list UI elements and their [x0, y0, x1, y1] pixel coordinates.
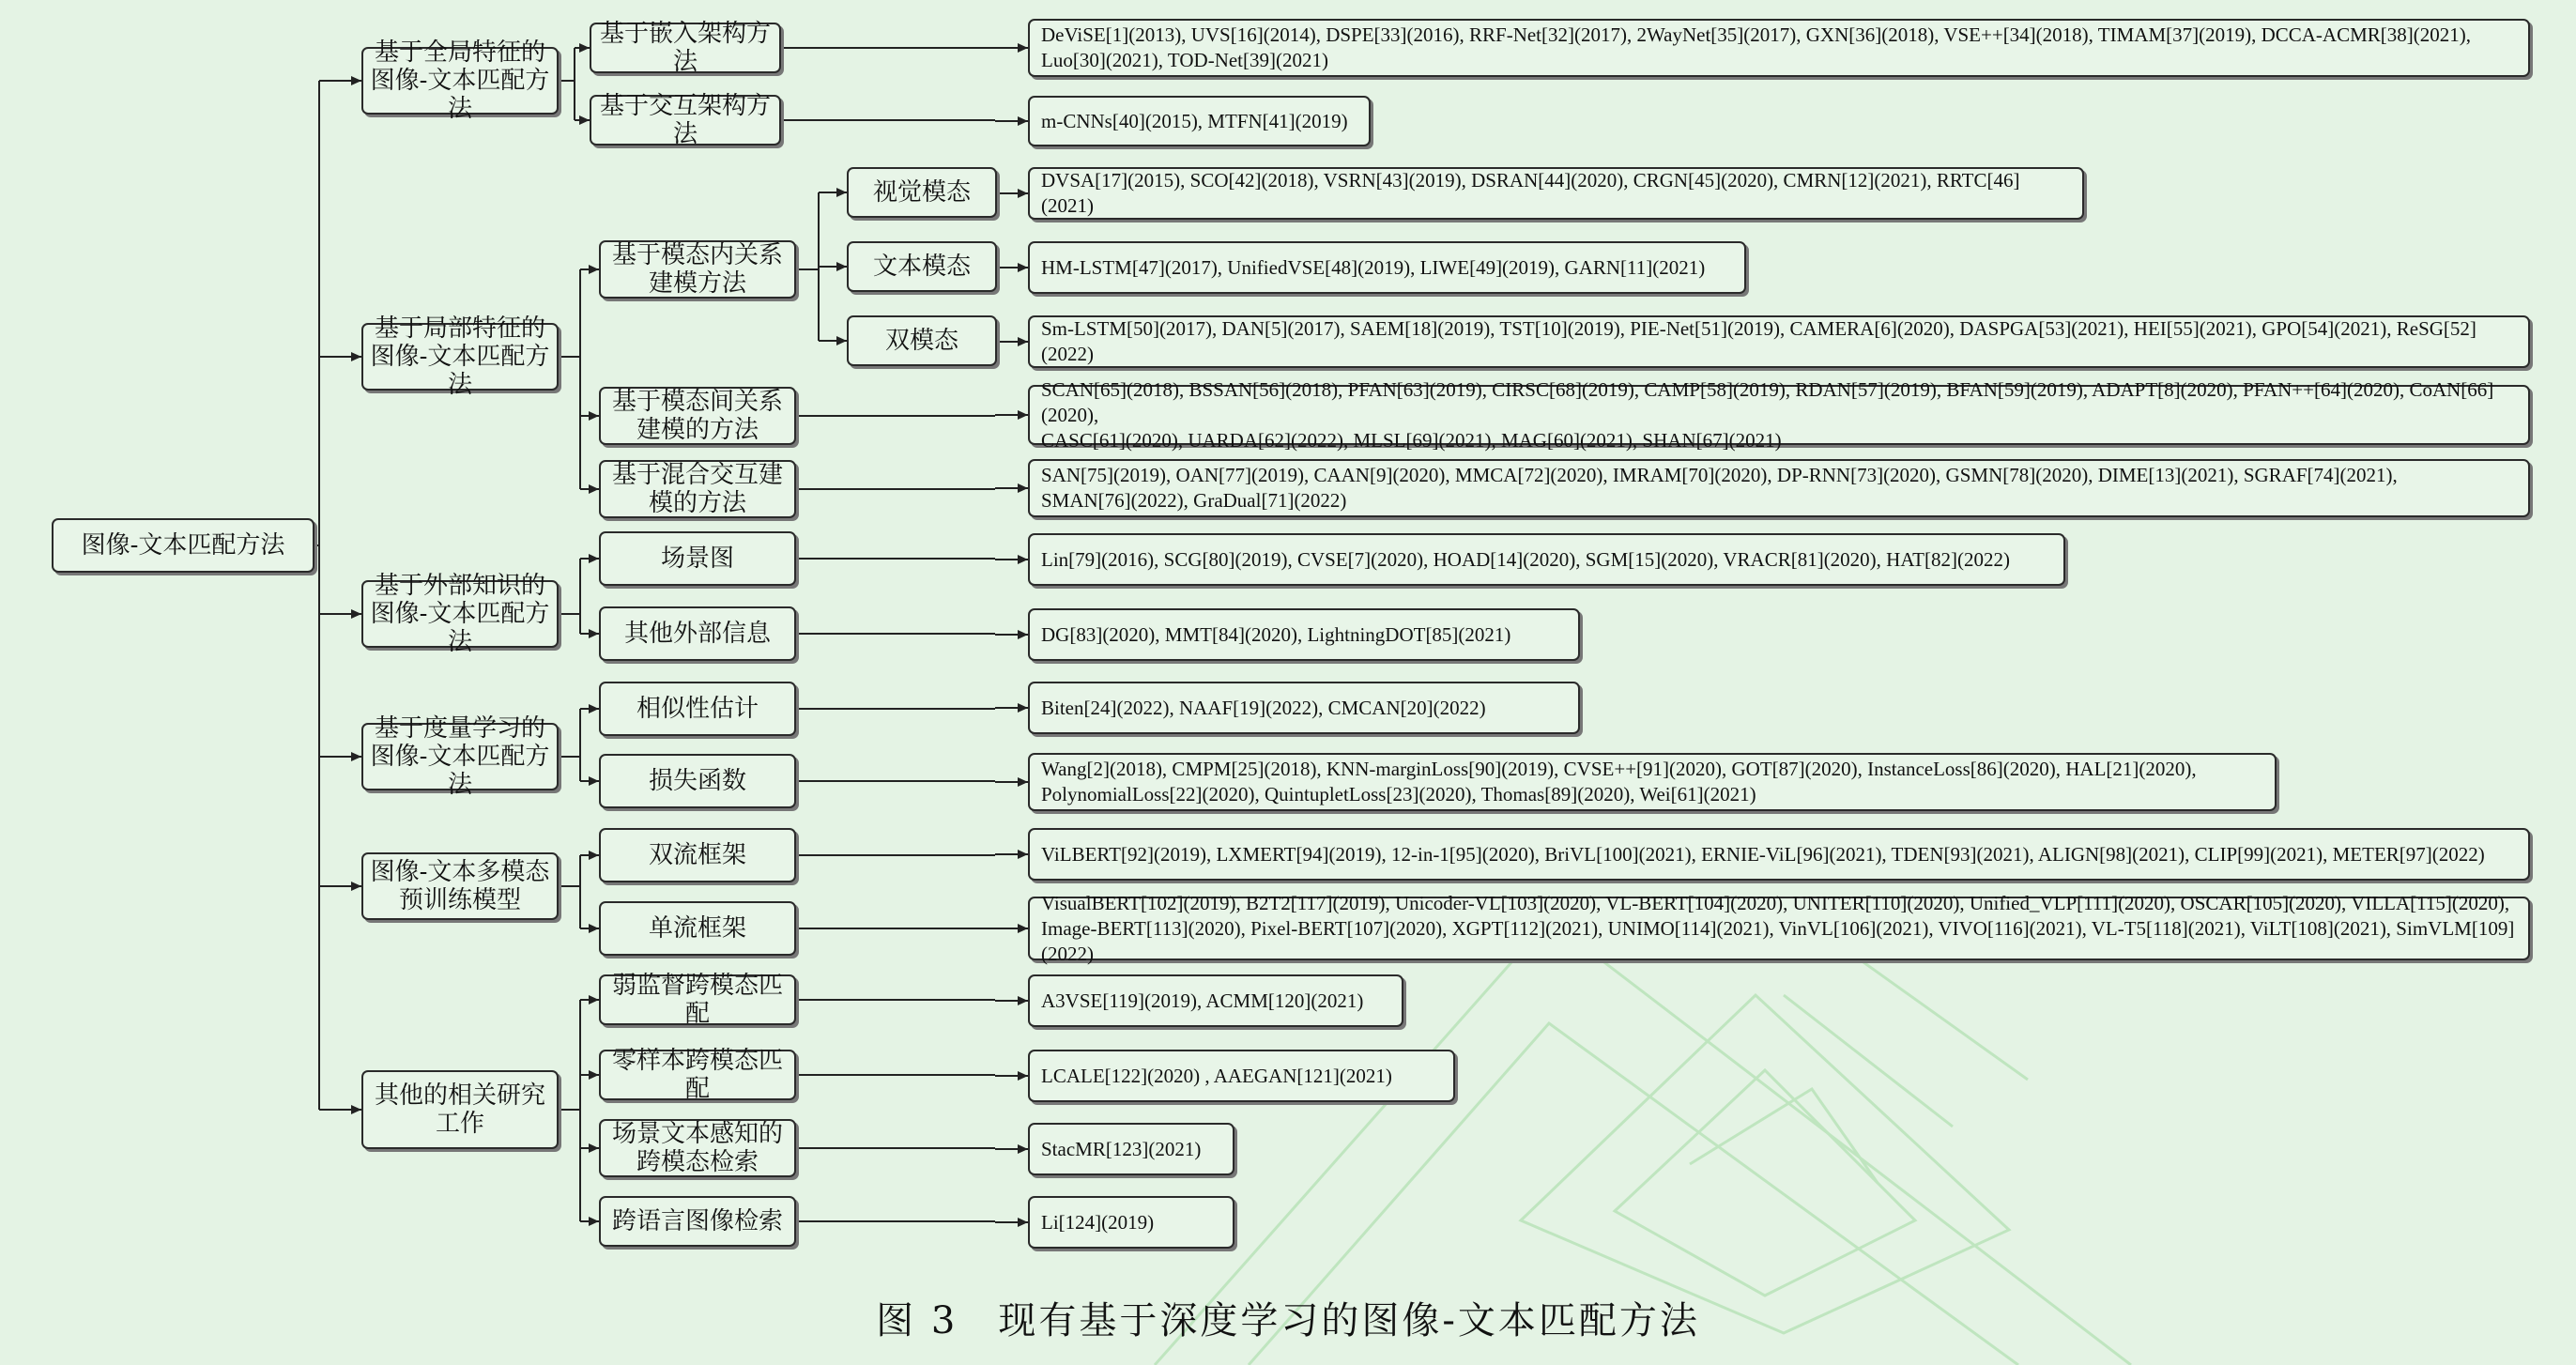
method-line: HM-LSTM[47](2017), UnifiedVSE[48](2019), LIWE[49](2019), GARN[11](2021) [1041, 255, 1706, 279]
method-line: DG[83](2020), MMT[84](2020), LightningDOT[85](2021) [1041, 622, 1511, 646]
arrowhead [1018, 410, 1028, 420]
method-line: Image-BERT[113](2020), Pixel-BERT[107](2020), XGPT[112](2021), UNIMO[114](2021), VinVL[106](2021), VIVO[116](2021), VL-T5[118](2021), ViLT[108](2021), SimVLM[109](2022) [1041, 916, 2515, 965]
method-line: Luo[30](2021), TOD-Net[39](2021) [1041, 49, 1328, 71]
arrowhead [579, 115, 590, 125]
method-line: DVSA[17](2015), SCO[42](2018), VSRN[43](2019), DSRAN[44](2020), CRGN[45](2020), CMRN[12](2021), RRTC[46](2021) [1041, 169, 2020, 217]
arrowhead [589, 1143, 599, 1153]
method-line: VisualBERT[102](2019), B2T2[117](2019), Unicoder-VL[103](2020), VL-BERT[104](2020), UNITER[110](2020), Unified_VLP[111](2020), OSCAR[105](2020), VILLA[115](2020), [1041, 891, 2510, 914]
arrowhead [1018, 116, 1028, 126]
method-line: StacMR[123](2021) [1041, 1137, 1202, 1160]
subcategory-label: 其他外部信息 [623, 620, 771, 648]
method-line: ViLBERT[92](2019), LXMERT[94](2019), 12-in-1[95](2020), BriVL[100](2021), ERNIE-ViL[96](2021), TDEN[93](2021), ALIGN[98](2021), CLIP[99](2021), METER[97](2022) [1041, 842, 2485, 866]
arrowhead [836, 262, 847, 271]
arrowhead [1018, 703, 1028, 713]
modality-text [847, 241, 997, 292]
category-metric-learning [361, 714, 559, 799]
subcategory-label: 弱监督跨模态匹配 [611, 972, 783, 1028]
arrowhead [1018, 850, 1028, 859]
method-line: Lin[79](2016), SCG[80](2019), CVSE[7](2020), HOAD[14](2020), SGM[15](2020), VRACR[81](2020), HAT[82](2022) [1041, 547, 2010, 571]
methods-scene-text [1028, 1123, 1234, 1175]
subcategory-label: 跨语言图像检索 [611, 1207, 783, 1235]
method-line: DeViSE[1](2013), UVS[16](2014), DSPE[33](2016), RRF-Net[32](2017), 2WayNet[35](2017), GXN[36](2018), VSE++[34](2018), TIMAM[37](2019), DCCA-ACMR[38](2021), [1041, 23, 2472, 46]
subcategory-label: 场景图 [660, 544, 734, 573]
figure-caption: 图 3 现有基于深度学习的图像-文本匹配方法 [876, 1299, 1700, 1342]
category-global-features [361, 38, 559, 123]
arrowhead [589, 851, 599, 860]
subcategory-label: 基于混合交互建模的方法 [611, 461, 783, 517]
arrowhead [1018, 924, 1028, 933]
arrowhead [589, 995, 599, 1005]
methods-loss [1028, 753, 2277, 811]
arrowhead [589, 265, 599, 274]
method-line: Sm-LSTM[50](2017), DAN[5](2017), SAEM[18](2019), TST[10](2019), PIE-Net[51](2019), CAMERA[6](2020), DASPGA[53](2021), HEI[55](2021), GPO[54](2021), ReSG[52](2022) [1041, 317, 2476, 365]
subcategory-label: 相似性估计 [636, 695, 759, 723]
arrowhead [589, 776, 599, 786]
root-node [52, 518, 314, 573]
arrowhead [1018, 555, 1028, 564]
subcategory-external-info [599, 606, 796, 661]
arrowhead [1018, 996, 1028, 1005]
arrowhead [836, 188, 847, 197]
methods-interaction [1028, 96, 1371, 146]
category-local-features [361, 314, 559, 399]
arrowhead [1018, 1071, 1028, 1081]
arrowhead [589, 704, 599, 713]
subcategory-single-stream [599, 901, 796, 956]
category-label: 基于全局特征的图像-文本匹配方法 [370, 38, 550, 123]
method-line: Biten[24](2022), NAAF[19](2022), CMCAN[20](2022) [1041, 696, 1486, 719]
arrowhead [351, 76, 361, 85]
arrowhead [836, 336, 847, 345]
subcategory-label: 场景文本感知的跨模态检索 [611, 1120, 783, 1176]
subcategory-scene-text [599, 1119, 796, 1177]
subcategory-loss [599, 754, 796, 808]
category-label: 基于外部知识的图像-文本匹配方法 [370, 572, 550, 656]
methods-embedding [1028, 19, 2530, 77]
method-line: SMAN[76](2022), GraDual[71](2022) [1041, 489, 1347, 512]
category-external-knowledge [361, 572, 559, 656]
modality-label: 视觉模态 [872, 178, 971, 207]
methods-inter-modal [1028, 377, 2530, 452]
method-line: LCALE[122](2020) , AAEGAN[121](2021) [1041, 1064, 1392, 1087]
arrowhead [1018, 1218, 1028, 1227]
arrowhead [589, 554, 599, 563]
subcategory-label: 基于模态间关系建模的方法 [611, 388, 783, 444]
arrowhead [579, 43, 590, 53]
methods-weak-supervision [1028, 974, 1403, 1027]
modality-bimodal [847, 315, 997, 366]
arrowhead [1018, 630, 1028, 639]
subcategory-weak-supervision [599, 972, 796, 1028]
arrowhead [351, 882, 361, 891]
arrowhead [1018, 43, 1028, 53]
root-label: 图像-文本匹配方法 [81, 531, 285, 560]
methods-bimodal [1028, 315, 2530, 368]
methods-text-modality [1028, 241, 1746, 294]
modality-label: 文本模态 [872, 253, 971, 281]
subcategory-label: 单流框架 [648, 914, 746, 943]
method-line: m-CNNs[40](2015), MTFN[41](2019) [1041, 109, 1348, 132]
arrowhead [589, 629, 599, 638]
category-label: 基于局部特征的图像-文本匹配方法 [370, 314, 550, 399]
subcategory-dual-stream [599, 828, 796, 882]
modality-label: 双模态 [884, 327, 958, 355]
method-line: Li[124](2019) [1041, 1210, 1155, 1234]
method-line: SCAN[65](2018), BSSAN[56](2018), PFAN[63](2019), CIRSC[68](2019), CAMP[58](2019), RDAN[57](2019), BFAN[59](2019), ADAPT[8](2020), PFAN++[64](2020), CoAN[66](2020), [1041, 377, 2494, 426]
arrowhead [1018, 263, 1028, 272]
subcategory-intra-modal [599, 240, 796, 299]
methods-zero-shot [1028, 1050, 1455, 1102]
subcategory-label: 损失函数 [648, 767, 746, 795]
subcategory-label: 零样本跨模态匹配 [611, 1047, 783, 1103]
method-line: CASC[61](2020), UARDA[62](2022), MLSL[69](2021), MAG[60](2021), SHAN[67](2021) [1041, 428, 1782, 452]
method-line: SAN[75](2019), OAN[77](2019), CAAN[9](2020), MMCA[72](2020), IMRAM[70](2020), DP-RNN[73](2020), GSMN[78](2020), DIME[13](2021), SGRAF[74](2021), [1041, 464, 2398, 486]
methods-single-stream [1028, 891, 2530, 965]
arrowhead [589, 411, 599, 421]
subcategory-label: 基于模态内关系建模方法 [611, 241, 783, 298]
arrowhead [1018, 1144, 1028, 1154]
methods-dual-stream [1028, 828, 2530, 881]
subcategory-label: 基于嵌入架构方法 [599, 20, 771, 76]
method-line: A3VSE[119](2019), ACMM[120](2021) [1041, 989, 1364, 1012]
subcategory-cross-lingual [599, 1196, 796, 1247]
subcategory-label: 基于交互架构方法 [599, 92, 771, 148]
arrowhead [589, 1070, 599, 1080]
subcategory-label: 双流框架 [648, 841, 746, 869]
category-label: 其他的相关研究工作 [374, 1081, 545, 1138]
arrowhead [1018, 777, 1028, 787]
subcategory-zero-shot [599, 1047, 796, 1103]
subcategory-interaction [590, 92, 781, 148]
category-label: 图像-文本多模态预训练模型 [370, 858, 550, 914]
subcategory-hybrid [599, 460, 796, 518]
arrowhead [351, 352, 361, 361]
subcategory-inter-modal [599, 387, 796, 445]
arrowhead [589, 1217, 599, 1226]
methods-scene-graph [1028, 533, 2065, 586]
arrowhead [1018, 189, 1028, 198]
methods-cross-lingual [1028, 1196, 1234, 1249]
methods-visual-modality [1028, 167, 2084, 220]
subcategory-embedding [590, 20, 781, 76]
methods-hybrid [1028, 459, 2530, 517]
category-other-work [361, 1070, 559, 1149]
subcategory-scene-graph [599, 531, 796, 586]
category-label: 基于度量学习的图像-文本匹配方法 [370, 714, 550, 799]
arrowhead [589, 484, 599, 494]
arrowhead [351, 752, 361, 761]
arrowhead [1018, 337, 1028, 346]
subcategory-similarity [599, 682, 796, 736]
arrowhead [589, 924, 599, 933]
modality-visual [847, 167, 997, 218]
methods-similarity [1028, 682, 1580, 734]
arrowhead [351, 1105, 361, 1114]
category-pretraining [361, 852, 559, 920]
method-line: Wang[2](2018), CMPM[25](2018), KNN-marginLoss[90](2019), CVSE++[91](2020), GOT[87](2020), InstanceLoss[86](2020), HAL[21](2020), [1041, 758, 2197, 780]
arrowhead [1018, 483, 1028, 493]
arrowhead [351, 609, 361, 619]
methods-external-info [1028, 608, 1580, 661]
method-line: PolynomialLoss[22](2020), QuintupletLoss[23](2020), Thomas[89](2020), Wei[61](2021) [1041, 783, 1756, 805]
